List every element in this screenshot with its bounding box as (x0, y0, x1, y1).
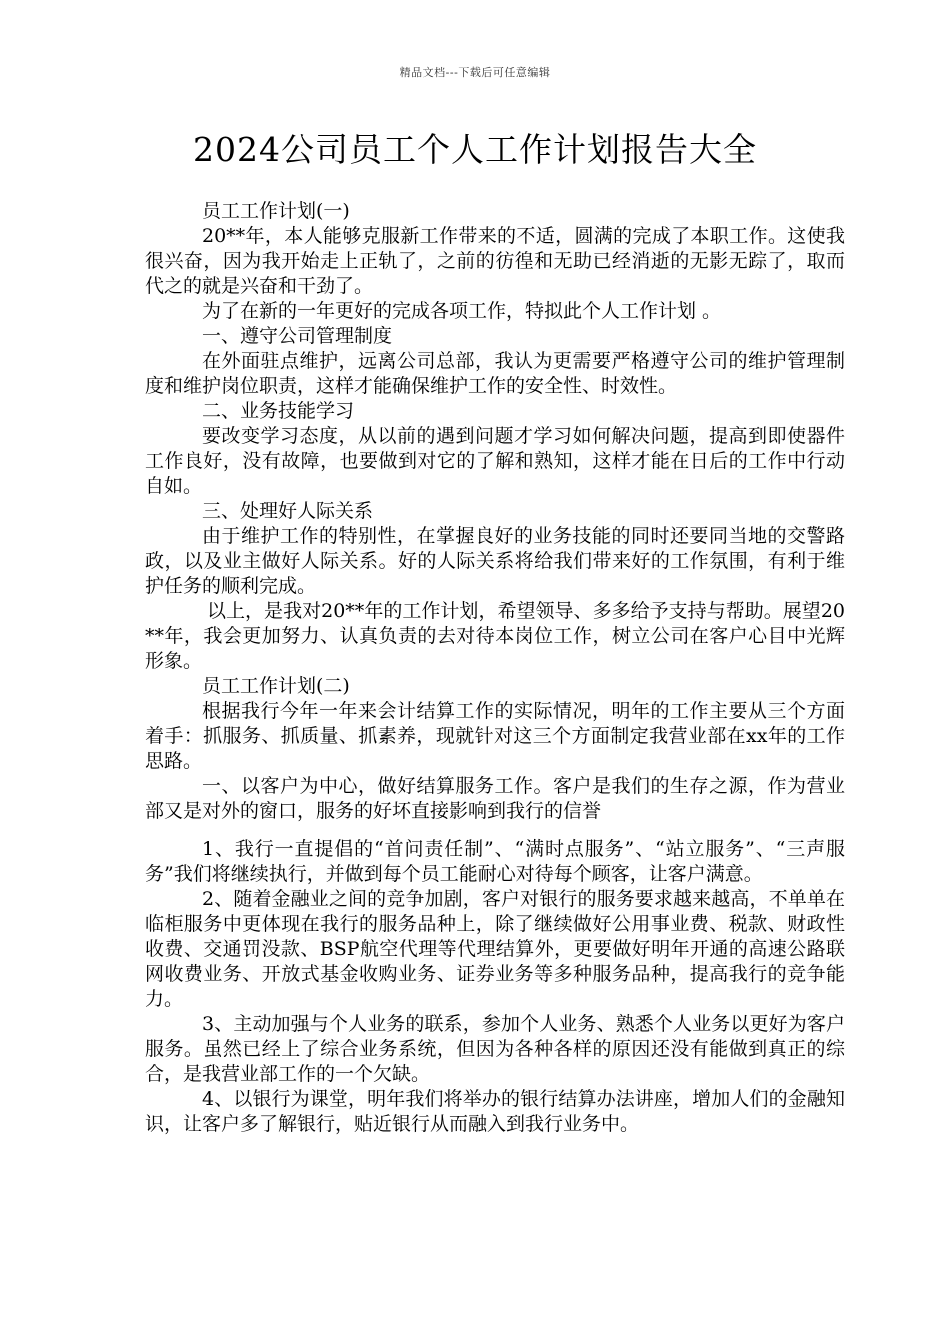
list-item: 3、主动加强与个人业务的联系，参加个人业务、熟悉个人业务以更好为客户服务。虽然已经上了综合业务系统，但因为各种各样的原因还没有能做到真正的综合，是我营业部工作的一个欠缺。 (145, 1013, 845, 1085)
body-paragraph: 要改变学习态度，从以前的遇到问题才学习如何解决问题，提高到即使器件工作良好，没有故障，也要做到对它的了解和熟知，这样才能在日后的工作中行动自如。 (145, 425, 845, 497)
list-item: 2、随着金融业之间的竞争加剧，客户对银行的服务要求越来越高，不单单在临柜服务中更体现在我行的服务品种上，除了继续做好公用事业费、税款、财政性收费、交通罚没款、BSP航空代理等代理结算外，更要做好明年开通的高速公路联网收费业务、开放式基金收购业务、证券业务等多种服务品种，提高我行的竞争能力。 (145, 888, 845, 1010)
section-heading: 员工工作计划(二) (202, 675, 350, 697)
body-paragraph: 为了在新的一年更好的完成各项工作，特拟此个人工作计划 。 (202, 300, 722, 322)
list-item: 4、以银行为课堂，明年我们将举办的银行结算办法讲座，增加人们的金融知识，让客户多了解银行，贴近银行从而融入到我行业务中。 (145, 1088, 845, 1135)
subsection-heading: 三、处理好人际关系 (202, 500, 374, 522)
body-paragraph: 20**年，本人能够克服新工作带来的不适，圆满的完成了本职工作。这使我很兴奋，因为我开始走上正轨了，之前的彷徨和无助已经消逝的无影无踪了，取而代之的就是兴奋和干劲了。 (145, 225, 845, 297)
body-paragraph: 根据我行今年一年来会计结算工作的实际情况，明年的工作主要从三个方面着手：抓服务、抓质量、抓素养，现就针对这三个方面制定我营业部在xx年的工作思路。 (145, 700, 845, 772)
body-paragraph: 由于维护工作的特别性，在掌握良好的业务技能的同时还要同当地的交警路政，以及业主做好人际关系。好的人际关系将给我们带来好的工作氛围，有利于维护任务的顺利完成。 (145, 525, 845, 597)
subsection-heading: 二、业务技能学习 (202, 400, 355, 422)
page-header: 精品文档---下载后可任意编辑 (399, 66, 551, 79)
list-item: 1、我行一直提倡的“首问责任制”、“满时点服务”、“站立服务”、“三声服务”我们将继续执行，并做到每个员工能耐心对待每个顾客，让客户满意。 (145, 838, 845, 885)
subsection-heading: 一、遵守公司管理制度 (202, 325, 393, 347)
section-heading: 员工工作计划(一) (202, 200, 350, 222)
body-paragraph: 在外面驻点维护，远离公司总部，我认为更需要严格遵守公司的维护管理制度和维护岗位职责，这样才能确保维护工作的安全性、时效性。 (145, 350, 845, 397)
document-title: 2024公司员工个人工作计划报告大全 (193, 130, 757, 169)
document-body (145, 199, 845, 1137)
body-paragraph: 以上，是我对20**年的工作计划，希望领导、多多给予支持与帮助。展望20**年，我会更加努力、认真负责的去对待本岗位工作，树立公司在客户心目中光辉形象。 (145, 600, 845, 672)
body-paragraph: 一、以客户为中心，做好结算服务工作。客户是我们的生存之源，作为营业部又是对外的窗口，服务的好坏直接影响到我行的信誉 (145, 775, 845, 822)
